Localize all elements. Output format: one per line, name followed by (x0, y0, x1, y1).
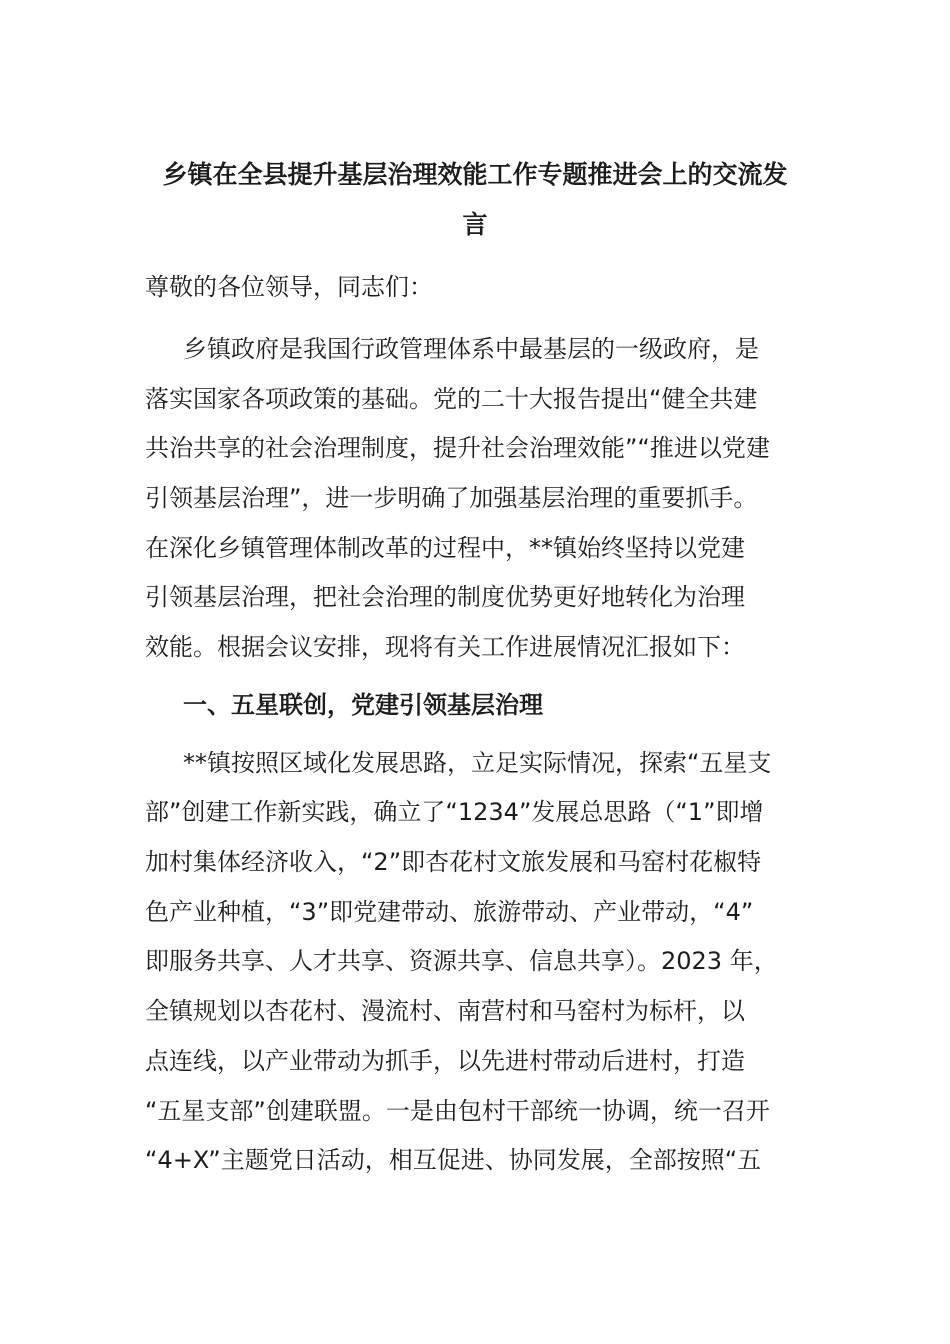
intro-paragraph-line: 引领基层治理，把社会治理的制度优势更好地转化为治理 (145, 583, 745, 611)
intro-paragraph-line: 乡镇政府是我国行政管理体系中最基层的一级政府，是 (183, 335, 759, 363)
section-paragraph-line: 色产业种植，“3”即党建带动、旅游带动、产业带动，“4” (145, 898, 754, 926)
intro-paragraph-line: 共治共享的社会治理制度，提升社会治理效能”“推进以党建 (145, 434, 770, 462)
intro-paragraph-line: 效能。根据会议安排，现将有关工作进展情况汇报如下： (145, 633, 745, 661)
salutation: 尊敬的各位领导，同志们： (145, 273, 433, 301)
section-heading: 一、五星联创，党建引领基层治理 (183, 691, 543, 719)
section-paragraph-line: 点连线，以产业带动为抓手，以先进村带动后进村，打造 (145, 1047, 745, 1075)
intro-paragraph-line: 引领基层治理”，进一步明确了加强基层治理的重要抓手。 (145, 484, 758, 512)
section-paragraph-line: 即服务共享、人才共享、资源共享、信息共享）。2023 年， (145, 947, 778, 975)
section-paragraph-line: 部”创建工作新实践，确立了“1234”发展总思路（“1”即增 (145, 798, 764, 826)
section-paragraph-line: “4+X”主题党日活动，相互促进、协同发展，全部按照“五 (145, 1146, 762, 1174)
intro-paragraph-line: 落实国家各项政策的基础。党的二十大报告提出“健全共建 (145, 385, 758, 413)
section-paragraph-line: 全镇规划以杏花村、漫流村、南营村和马窑村为标杆，以 (145, 997, 745, 1025)
document-title-line-1: 乡镇在全县提升基层治理效能工作专题推进会上的交流发 (162, 160, 788, 189)
section-paragraph-line: “五星支部”创建联盟。一是由包村干部统一协调，统一召开 (145, 1097, 770, 1125)
section-paragraph-line: **镇按照区域化发展思路，立足实际情况，探索“五星支 (183, 749, 772, 777)
section-paragraph-line: 加村集体经济收入，“2”即杏花村文旅发展和马窑村花椒特 (145, 848, 762, 876)
document-title-line-2: 言 (462, 210, 488, 239)
intro-paragraph-line: 在深化乡镇管理体制改革的过程中，**镇始终坚持以党建 (145, 534, 745, 562)
